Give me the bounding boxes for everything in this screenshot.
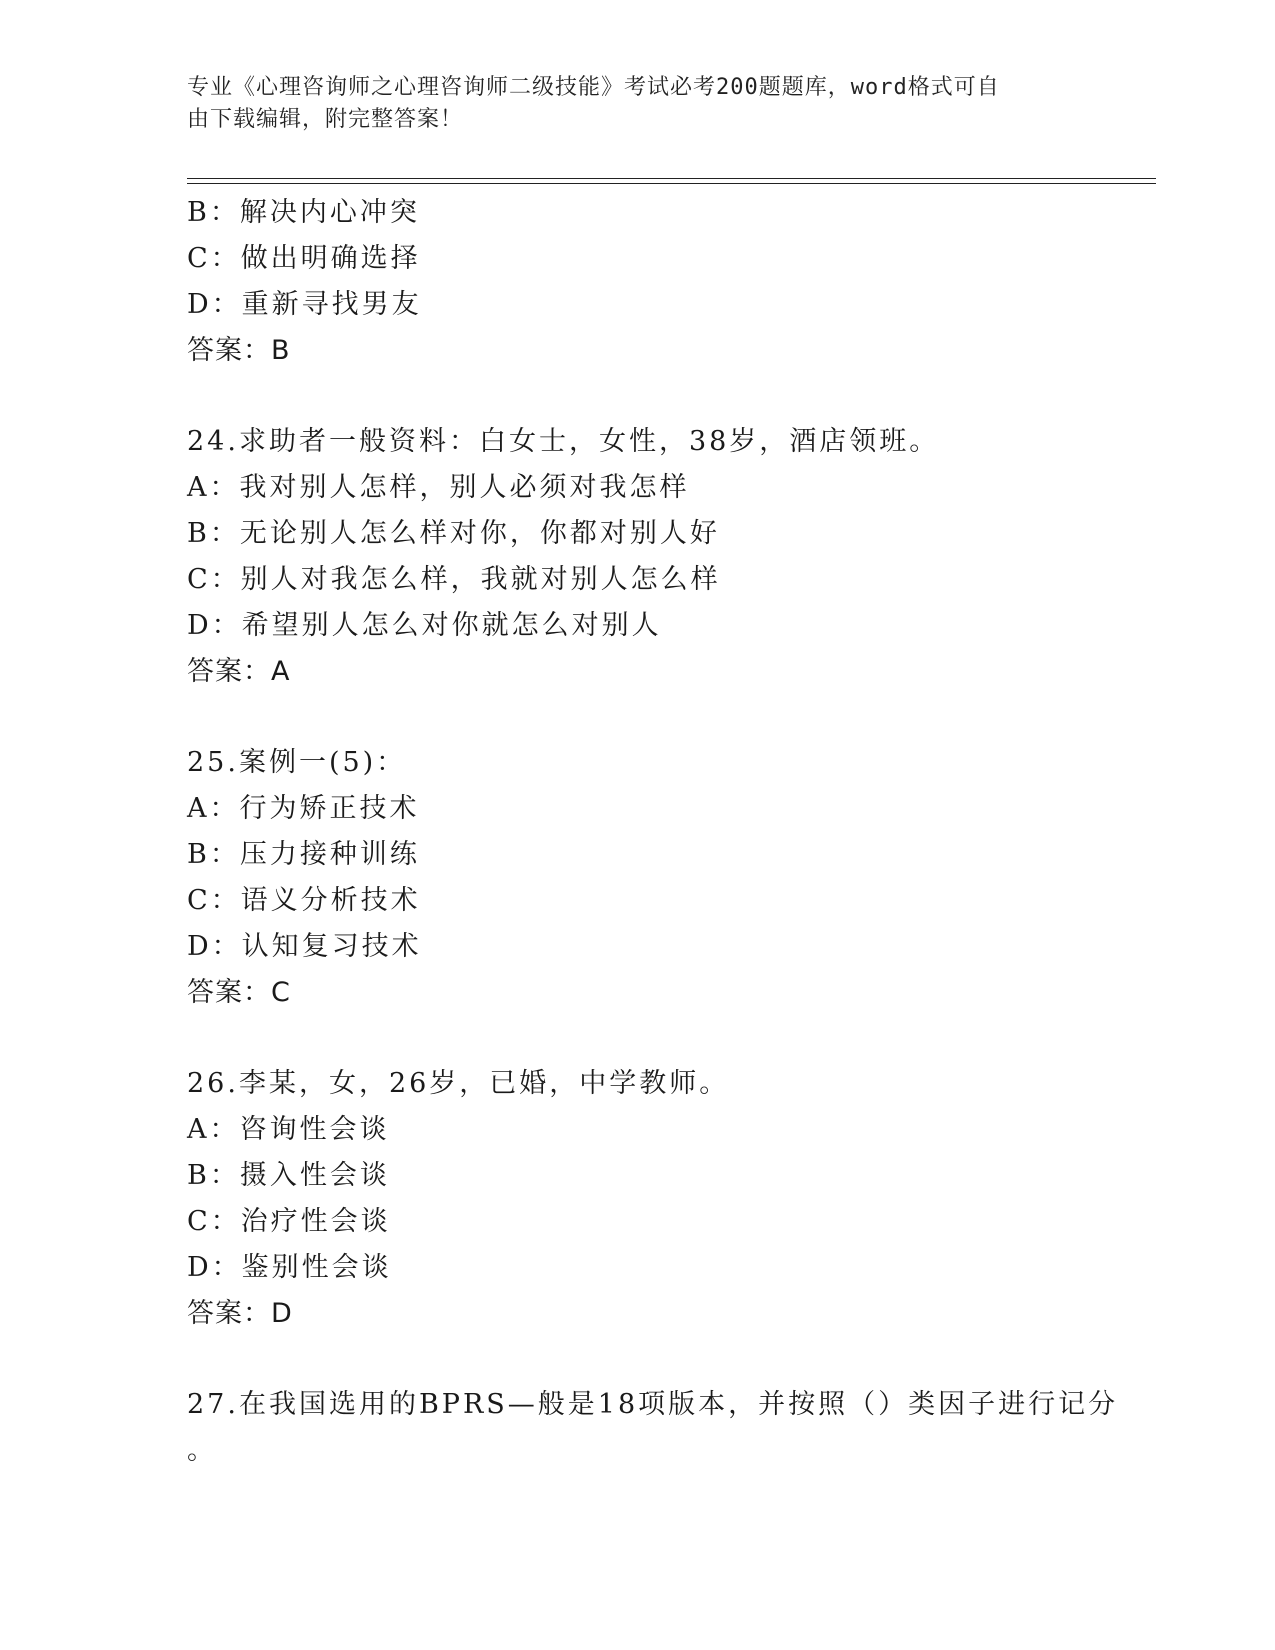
spacer: [187, 1016, 1187, 1061]
question-24: [187, 419, 1187, 695]
header-line-1: 专业《心理咨询师之心理咨询师二级技能》考试必考200题题库，word格式可自: [187, 75, 1000, 100]
option-b: B：压力接种训练: [187, 839, 420, 870]
spacer: [187, 1337, 1187, 1382]
answer-line: 答案：B: [187, 335, 291, 366]
option-c: C：做出明确选择: [187, 243, 421, 274]
spacer: [187, 374, 1187, 419]
option-c: C：别人对我怎么样，我就对别人怎么样: [187, 564, 721, 595]
question-26: [187, 1061, 1187, 1337]
document-header: [187, 72, 1067, 136]
header-divider-bottom: [187, 183, 1156, 184]
option-d: D：希望别人怎么对你就怎么对别人: [187, 610, 662, 641]
question-stem: 27.在我国选用的BPRS—般是18项版本，并按照（）类因子进行记分: [187, 1389, 1119, 1420]
question-stem: 24.求助者一般资料：白女士，女性，38岁，酒店领班。: [187, 426, 940, 457]
question-stem: 25.案例一(5)：: [187, 747, 407, 778]
question-23-tail: [187, 190, 1187, 374]
option-d: D：鉴别性会谈: [187, 1252, 392, 1283]
question-stem-continuation: 。: [187, 1435, 217, 1466]
header-line-2: 由下载编辑，附完整答案！: [187, 107, 464, 132]
option-d: D：认知复习技术: [187, 931, 422, 962]
option-b: B：解决内心冲突: [187, 197, 420, 228]
option-b: B：无论别人怎么样对你，你都对别人好: [187, 518, 720, 549]
option-c: C：治疗性会谈: [187, 1206, 391, 1237]
question-27: [187, 1382, 1187, 1474]
answer-line: 答案：D: [187, 1298, 293, 1329]
option-a: A：行为矫正技术: [187, 793, 420, 824]
option-b: B：摄入性会谈: [187, 1160, 390, 1191]
answer-line: 答案：A: [187, 656, 291, 687]
spacer: [187, 695, 1187, 740]
answer-line: 答案：C: [187, 977, 291, 1008]
question-25: [187, 740, 1187, 1016]
question-list: [187, 190, 1187, 1474]
option-a: A：咨询性会谈: [187, 1114, 390, 1145]
header-divider-top: [187, 178, 1156, 179]
option-a: A：我对别人怎样，别人必须对我怎样: [187, 472, 690, 503]
option-c: C：语义分析技术: [187, 885, 421, 916]
option-d: D：重新寻找男友: [187, 289, 422, 320]
question-stem: 26.李某，女，26岁，已婚，中学教师。: [187, 1068, 730, 1099]
